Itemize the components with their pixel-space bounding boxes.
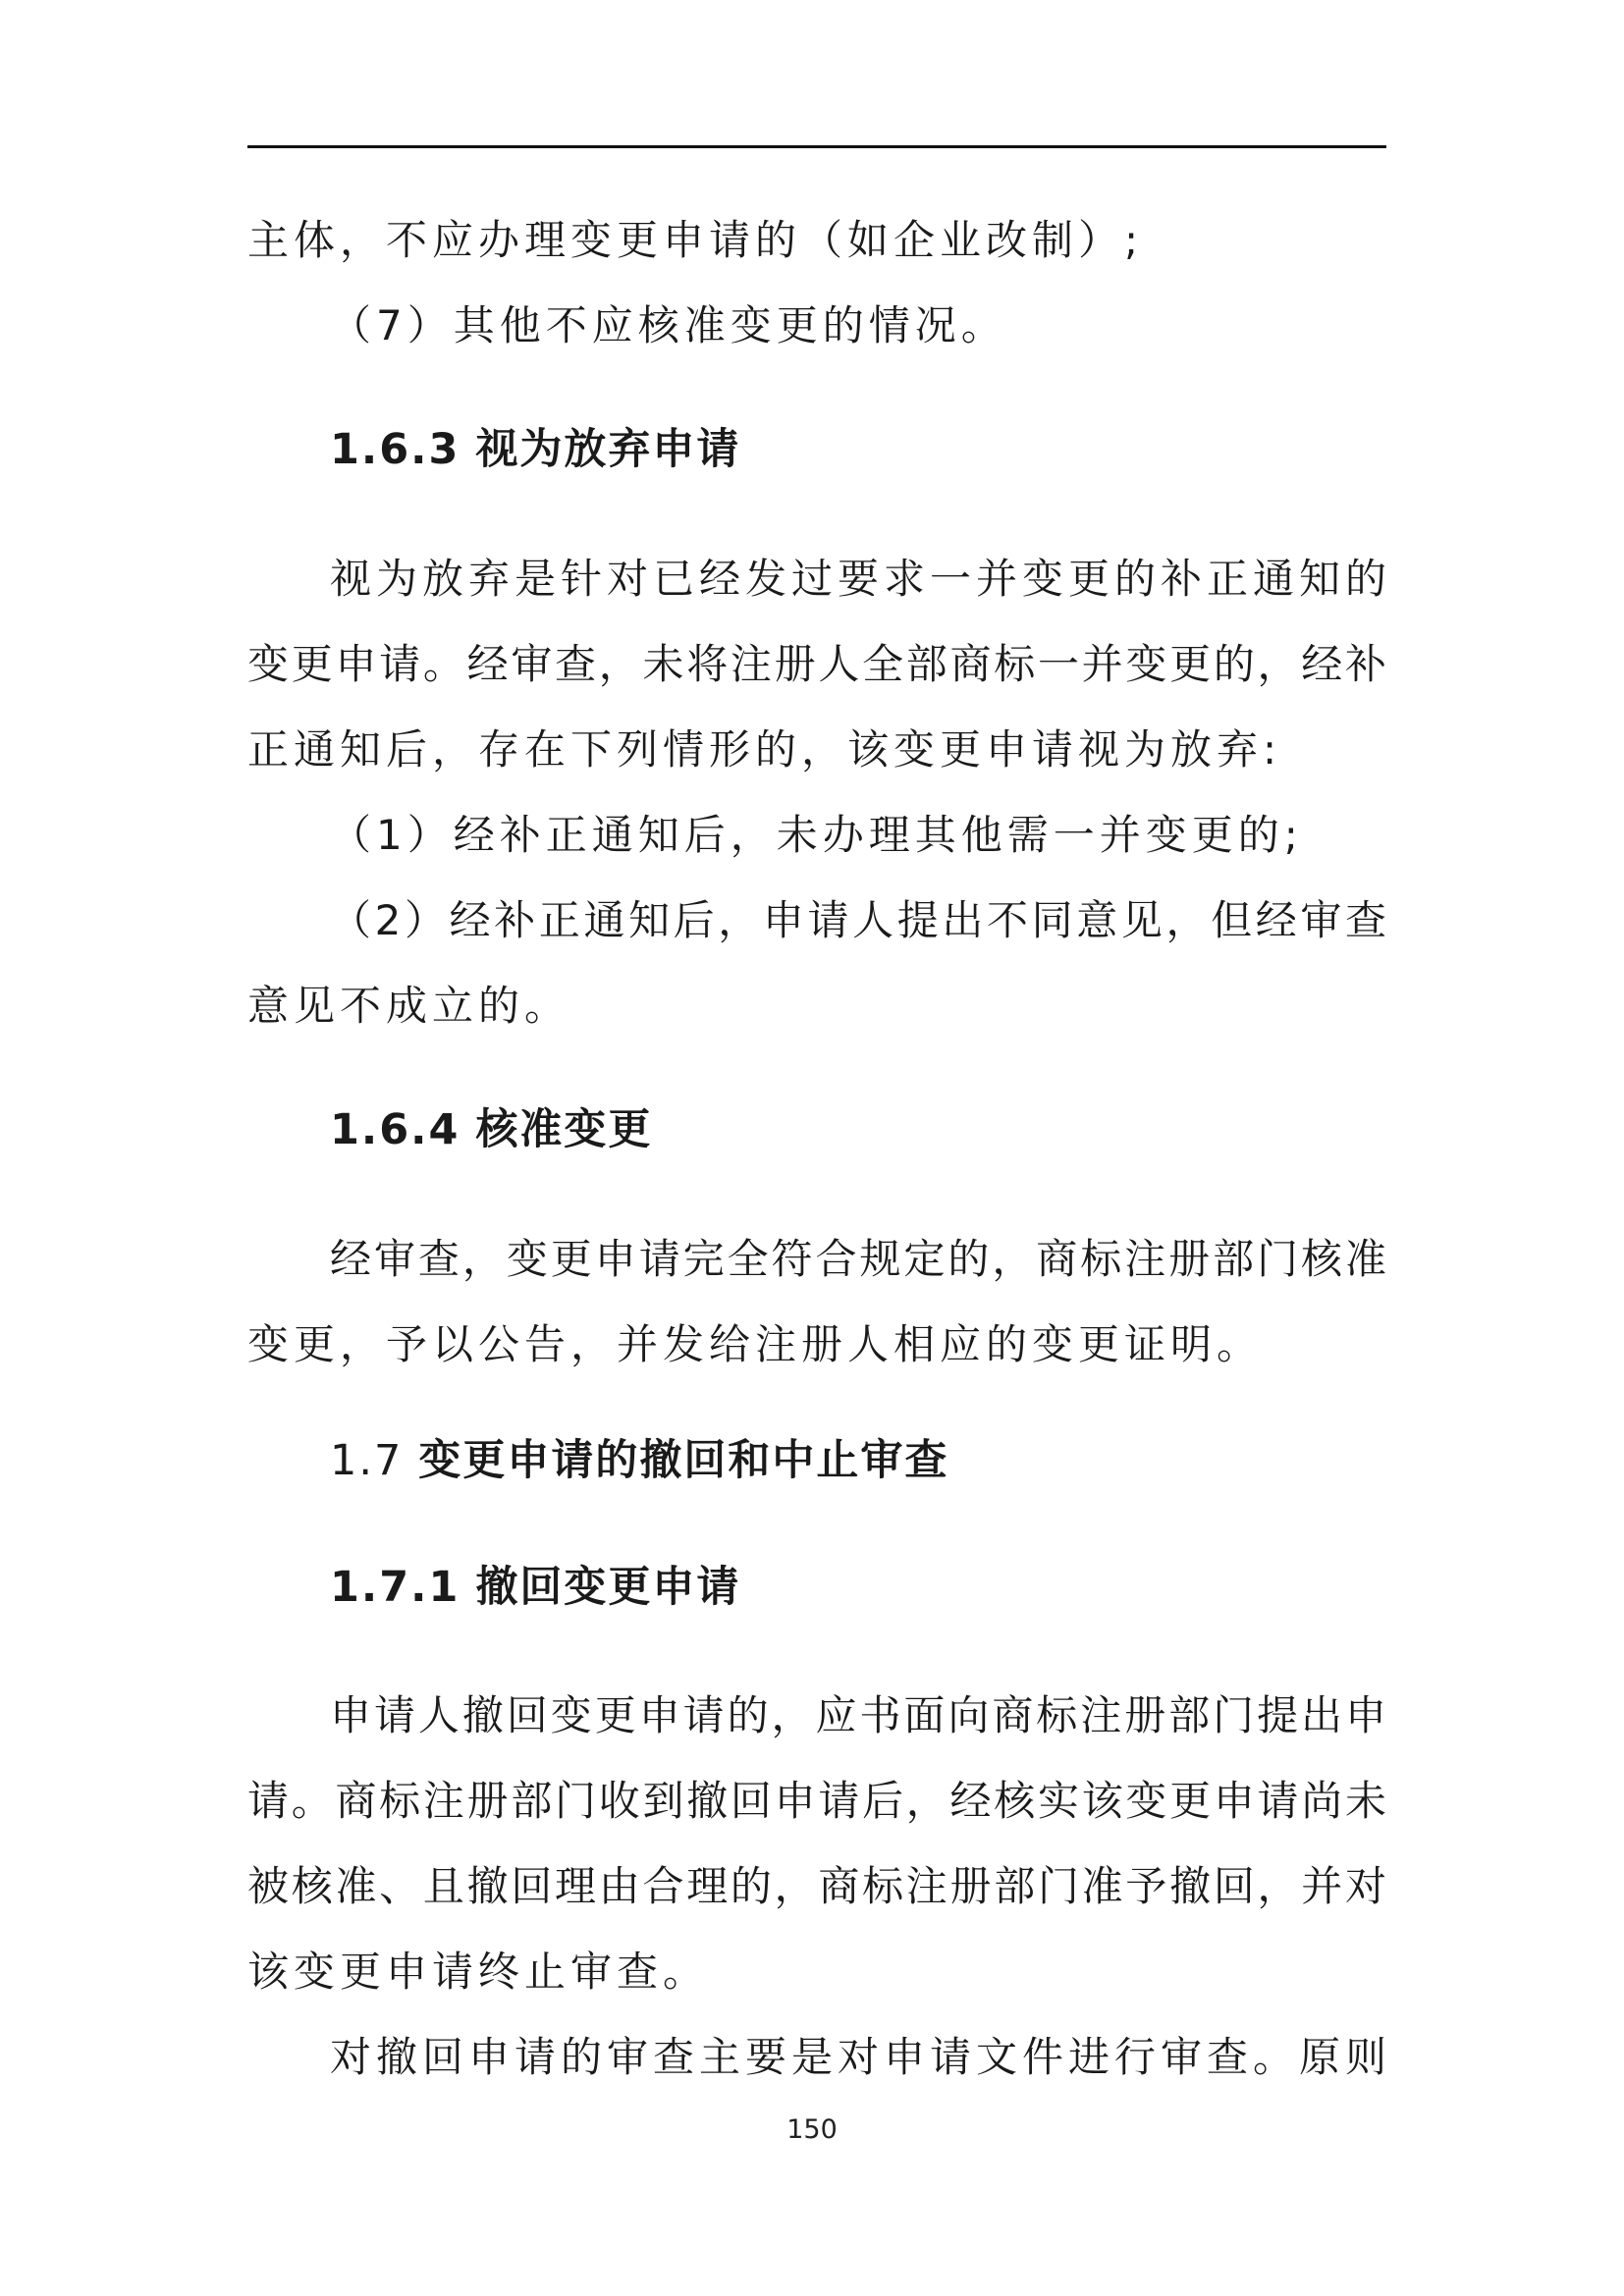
header-rule xyxy=(247,145,1386,148)
text-line: 请。商标注册部门收到撤回申请后，经核实该变更申请尚未 xyxy=(247,1777,1386,1825)
section-heading-1-7 xyxy=(330,1431,948,1490)
text-line: 对撤回申请的审查主要是对申请文件进行审查。原则 xyxy=(330,2033,1386,2081)
heading-title: 变更申请的撤回和中止审查 xyxy=(418,1436,949,1485)
list-item: （7）其他不应核准变更的情况。 xyxy=(330,301,1007,349)
heading-number: 1.6.3 xyxy=(330,425,460,474)
page-number: 150 xyxy=(786,2114,838,2145)
section-heading-1-6-4 xyxy=(330,1100,652,1159)
list-item: （1）经补正通知后，未办理其他需一并变更的; xyxy=(330,811,1303,859)
text-line: 意见不成立的。 xyxy=(247,982,571,1030)
list-item: （2）经补正通知后，申请人提出不同意见，但经审查 xyxy=(330,896,1386,944)
text-line: 正通知后，存在下列情形的，该变更申请视为放弃: xyxy=(247,725,1282,774)
text-line: 申请人撤回变更申请的，应书面向商标注册部门提出申 xyxy=(330,1691,1386,1739)
heading-number: 1.7 xyxy=(330,1436,404,1485)
section-heading-1-7-1 xyxy=(330,1558,740,1617)
heading-number: 1.7.1 xyxy=(330,1563,460,1612)
heading-title: 撤回变更申请 xyxy=(475,1563,741,1612)
heading-number: 1.6.4 xyxy=(330,1105,460,1154)
text-line: 被核准、且撤回理由合理的，商标注册部门准予撤回，并对 xyxy=(247,1862,1386,1910)
text-line: 主体，不应办理变更申请的（如企业改制）; xyxy=(247,216,1144,264)
section-heading-1-6-3 xyxy=(330,420,740,479)
text-line: 经审查，变更申请完全符合规定的，商标注册部门核准 xyxy=(330,1235,1386,1283)
heading-title: 核准变更 xyxy=(475,1105,653,1154)
heading-title: 视为放弃申请 xyxy=(475,425,741,474)
text-line: 视为放弃是针对已经发过要求一并变更的补正通知的 xyxy=(330,555,1386,603)
text-line: 变更，予以公告，并发给注册人相应的变更证明。 xyxy=(247,1320,1264,1368)
text-line: 变更申请。经审查，未将注册人全部商标一并变更的，经补 xyxy=(247,640,1386,688)
text-line: 该变更申请终止审查。 xyxy=(247,1948,710,1996)
